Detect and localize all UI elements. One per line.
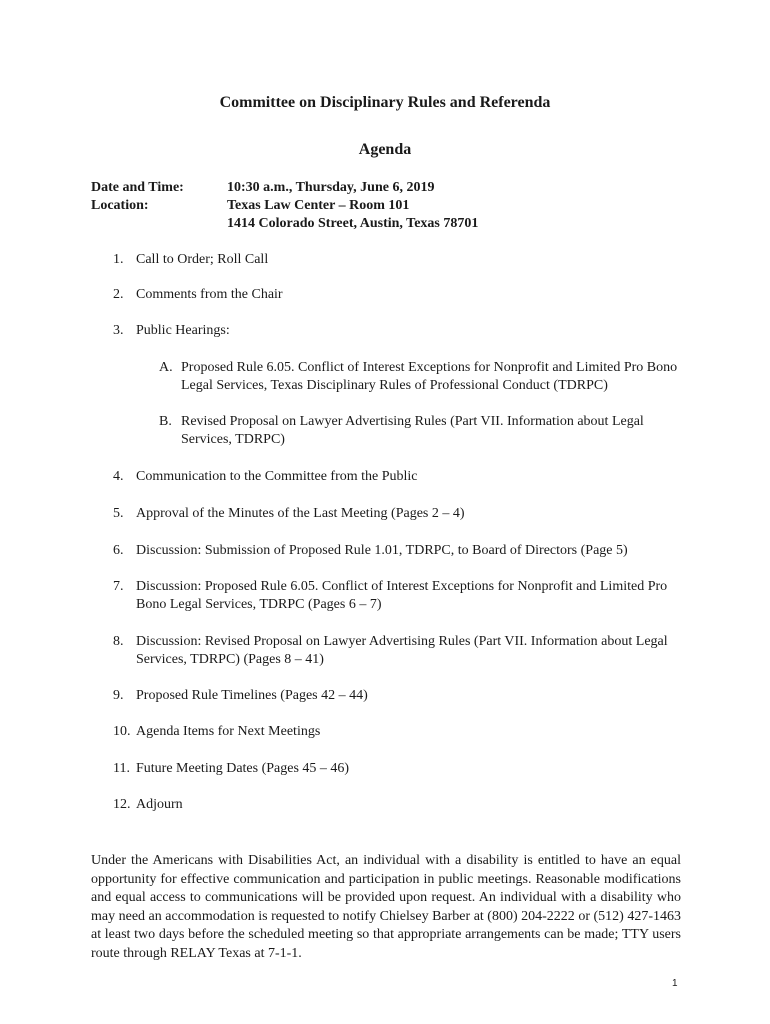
item-text: Communication to the Committee from the Public bbox=[136, 469, 418, 484]
date-time-value: 10:30 a.m., Thursday, June 6, 2019 bbox=[227, 180, 435, 195]
subitem-letter: B. bbox=[159, 414, 172, 429]
location-line-2: 1414 Colorado Street, Austin, Texas 78701 bbox=[227, 216, 479, 231]
item-text: Discussion: Proposed Rule 6.05. Conflict of Interest Exceptions for Nonprofit and Limited Pro Bono Legal Services, TDRPC (Pages 6 – 7) bbox=[136, 579, 668, 612]
ada-notice: Under the Americans with Disabilities Act, an individual with a disability is entitled to have an equal opportunity for effective communication and participation in public meetings. Reasonable modifications and equal access to communications will be provided upon request. An individual with a disability who may need an accommodation is requested to notify Chielsey Barber at (800) 204-2222 or (512) 427-1463 at least two days before the scheduled meeting so that appropriate arrangements can be made; TTY users route through RELAY Texas at 7-1-1. bbox=[91, 853, 681, 961]
item-text: Public Hearings: bbox=[136, 323, 230, 338]
item-text: Call to Order; Roll Call bbox=[136, 252, 269, 267]
location-line-1: Texas Law Center – Room 101 bbox=[227, 198, 410, 213]
subitem-letter: A. bbox=[159, 360, 173, 375]
page-number: 1 bbox=[672, 978, 678, 989]
item-text: Discussion: Submission of Proposed Rule 1.01, TDRPC, to Board of Directors (Page 5) bbox=[136, 543, 628, 558]
item-text: Approval of the Minutes of the Last Meeting (Pages 2 – 4) bbox=[136, 506, 465, 521]
document-subtitle: Agenda bbox=[358, 141, 412, 158]
item-number: 10. bbox=[113, 724, 131, 739]
date-time-label: Date and Time: bbox=[91, 180, 184, 195]
item-number: 9. bbox=[113, 688, 124, 703]
item-text: Proposed Rule Timelines (Pages 42 – 44) bbox=[136, 688, 368, 703]
item-text: Adjourn bbox=[136, 797, 183, 812]
item-text: Agenda Items for Next Meetings bbox=[136, 724, 321, 739]
item-text: Discussion: Revised Proposal on Lawyer Advertising Rules (Part VII. Information about Legal Services, TDRPC) (Pages 8 – 41) bbox=[136, 634, 668, 667]
item-number: 7. bbox=[113, 579, 124, 594]
item-number: 1. bbox=[113, 252, 124, 267]
location-label: Location: bbox=[91, 198, 149, 213]
item-number: 3. bbox=[113, 323, 124, 338]
item-number: 12. bbox=[113, 797, 131, 812]
item-number: 11. bbox=[113, 761, 130, 776]
item-text: Future Meeting Dates (Pages 45 – 46) bbox=[136, 761, 350, 776]
item-number: 2. bbox=[113, 287, 124, 302]
subitem-text: Revised Proposal on Lawyer Advertising Rules (Part VII. Information about Legal Services, TDRPC) bbox=[181, 414, 644, 447]
item-number: 6. bbox=[113, 543, 124, 558]
item-text: Comments from the Chair bbox=[136, 287, 283, 302]
document-title: Committee on Disciplinary Rules and Referenda bbox=[219, 94, 551, 111]
item-number: 4. bbox=[113, 469, 124, 484]
item-number: 8. bbox=[113, 634, 124, 649]
subitem-text: Proposed Rule 6.05. Conflict of Interest Exceptions for Nonprofit and Limited Pro Bono Legal Services, Texas Disciplinary Rules of Professional Conduct (TDRPC) bbox=[181, 360, 678, 393]
item-number: 5. bbox=[113, 506, 124, 521]
